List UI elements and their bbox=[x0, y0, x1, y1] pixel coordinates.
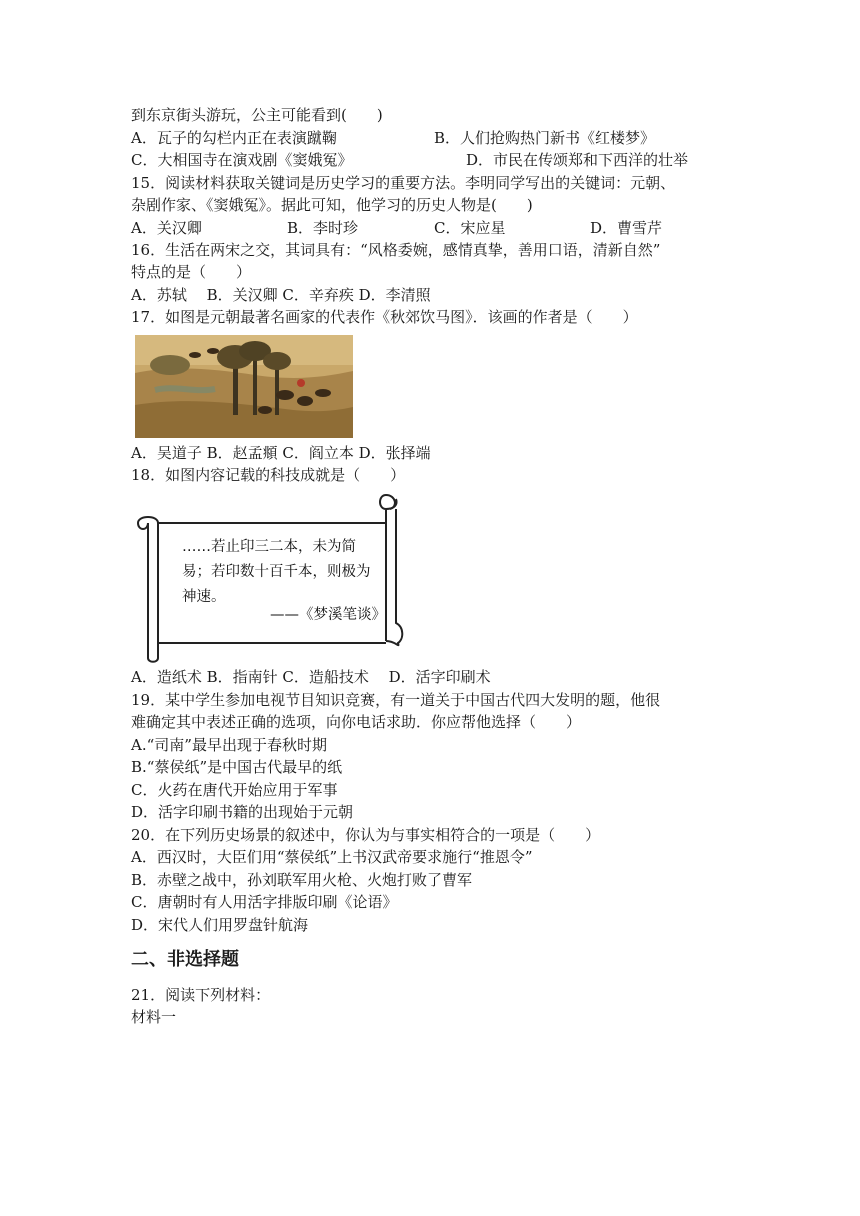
question-21-stem: 21．阅读下列材料： bbox=[131, 986, 271, 1004]
question-15-stem: 15．阅读材料获取关键词是历史学习的重要方法。李明同学写出的关键词：元朝、 bbox=[131, 174, 676, 192]
q14-option-b: B．人们抢购热门新书《红楼梦》 bbox=[434, 129, 656, 147]
question-15-stem-cont: 杂剧作家、《窦娥冤》。据此可知，他学习的历史人物是( ) bbox=[131, 196, 533, 214]
scroll-source: ——《梦溪笔谈》 bbox=[270, 607, 386, 623]
scroll-text-line-3: 神速。 bbox=[182, 589, 226, 605]
question-20-stem: 20．在下列历史场景的叙述中，你认为与事实相符合的一项是（ ） bbox=[131, 826, 601, 844]
q15-option-d: D．曹雪芹 bbox=[590, 219, 663, 237]
q17-options: A．吴道子 B．赵孟頫 C．阎立本 D．张择端 bbox=[131, 444, 431, 462]
q14-option-d: D．市民在传颂郑和下西洋的壮举 bbox=[466, 151, 689, 169]
q15-option-c: C．宋应星 bbox=[434, 219, 506, 237]
q15-option-a: A．关汉卿 bbox=[131, 219, 202, 237]
section-heading-non-choice: 二、非选择题 bbox=[131, 949, 239, 970]
q20-option-c: C．唐朝时有人用活字排版印刷《论语》 bbox=[131, 893, 398, 911]
painting-river bbox=[155, 388, 215, 390]
material-one-label: 材料一 bbox=[131, 1008, 177, 1026]
q14-option-c: C．大相国寺在演戏剧《窦娥冤》 bbox=[131, 151, 353, 169]
q14-option-a: A．瓦子的勾栏内正在表演蹴鞠 bbox=[131, 129, 337, 147]
q20-option-b: B．赤壁之战中，孙刘联军用火枪、火炮打败了曹军 bbox=[131, 871, 473, 889]
scroll-text-line-2: 易；若印数十百千本，则极为 bbox=[182, 564, 371, 580]
autumn-horse-painting-image bbox=[135, 335, 353, 438]
question-19-stem: 19．某中学生参加电视节目知识竞赛，有一道关于中国古代四大发明的题，他很 bbox=[131, 691, 661, 709]
q16-options: A．苏轼 B．关汉卿 C．辛弃疾 D．李清照 bbox=[131, 286, 431, 304]
painting-svg bbox=[135, 335, 353, 438]
scroll-text-line-1: ……若止印三二本，未为简 bbox=[182, 539, 356, 555]
q19-option-a: A.“司南”最早出现于春秋时期 bbox=[131, 736, 327, 754]
mengxi-bitan-scroll-image bbox=[134, 493, 410, 665]
q15-option-b: B．李时珍 bbox=[287, 219, 359, 237]
q20-option-d: D．宋代人们用罗盘针航海 bbox=[131, 916, 309, 934]
question-17-stem: 17．如图是元朝最著名画家的代表作《秋郊饮马图》．该画的作者是（ ） bbox=[131, 308, 638, 326]
q18-options: A．造纸术 B．指南针 C．造船技术 D．活字印刷术 bbox=[131, 668, 491, 686]
q20-option-a: A．西汉时，大臣们用“蔡侯纸”上书汉武帝要求施行“推恩令” bbox=[131, 848, 533, 866]
question-16-stem: 16．生活在两宋之交，其词具有：“风格委婉，感情真挚，善用口语，清新自然” bbox=[131, 241, 661, 259]
question-19-stem-cont: 难确定其中表述正确的选项，向你电话求助．你应帮他选择（ ） bbox=[131, 713, 582, 731]
q19-option-c: C．火药在唐代开始应用于军事 bbox=[131, 781, 338, 799]
q19-option-b: B.“蔡侯纸”是中国古代最早的纸 bbox=[131, 758, 343, 776]
q19-option-d: D．活字印刷书籍的出现始于元朝 bbox=[131, 803, 354, 821]
question-16-stem-cont: 特点的是（ ） bbox=[131, 263, 252, 281]
painting-rider bbox=[297, 379, 305, 387]
question-18-stem: 18．如图内容记载的科技成就是（ ） bbox=[131, 466, 406, 484]
question-14-stem-end: 到东京街头游玩，公主可能看到( ) bbox=[131, 106, 383, 124]
